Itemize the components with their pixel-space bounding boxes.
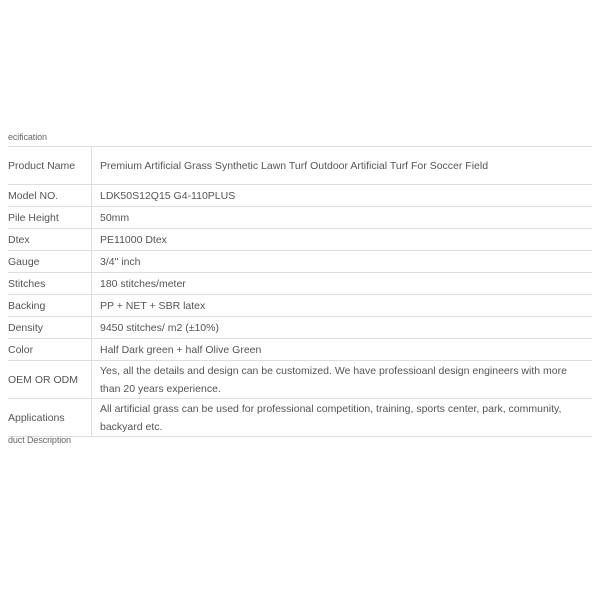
spec-value-product-name: Premium Artificial Grass Synthetic Lawn Turf Outdoor Artificial Turf For Soccer Field bbox=[92, 147, 593, 185]
spec-label-gauge: Gauge bbox=[8, 251, 92, 273]
spec-value-density: 9450 stitches/ m2 (±10%) bbox=[92, 317, 593, 339]
specification-heading: ecification bbox=[8, 132, 47, 142]
table-row bbox=[8, 339, 592, 361]
spec-label-applications: Applications bbox=[8, 399, 92, 437]
spec-value-dtex: PE11000 Dtex bbox=[92, 229, 593, 251]
table-row bbox=[8, 317, 592, 339]
spec-label-model-no: Model NO. bbox=[8, 185, 92, 207]
spec-label-dtex: Dtex bbox=[8, 229, 92, 251]
product-description-heading: duct Description bbox=[8, 435, 71, 445]
spec-label-density: Density bbox=[8, 317, 92, 339]
table-row bbox=[8, 229, 592, 251]
spec-label-stitches: Stitches bbox=[8, 273, 92, 295]
table-row bbox=[8, 147, 592, 185]
spec-label-oem-or-odm: OEM OR ODM bbox=[8, 361, 92, 399]
spec-label-pile-height: Pile Height bbox=[8, 207, 92, 229]
spec-value-color: Half Dark green + half Olive Green bbox=[92, 339, 593, 361]
spec-label-product-name: Product Name bbox=[8, 147, 92, 185]
spec-value-applications: All artificial grass can be used for professional competition, training, sports center, park, community, backyard etc. bbox=[92, 399, 593, 437]
spec-value-stitches: 180 stitches/meter bbox=[92, 273, 593, 295]
table-row bbox=[8, 207, 592, 229]
spec-label-backing: Backing bbox=[8, 295, 92, 317]
table-row bbox=[8, 399, 592, 437]
table-row bbox=[8, 295, 592, 317]
spec-label-color: Color bbox=[8, 339, 92, 361]
spec-value-gauge: 3/4" inch bbox=[92, 251, 593, 273]
specification-table bbox=[8, 146, 592, 437]
table-row bbox=[8, 361, 592, 399]
spec-value-model-no: LDK50S12Q15 G4-110PLUS bbox=[92, 185, 593, 207]
spec-value-backing: PP + NET + SBR latex bbox=[92, 295, 593, 317]
spec-value-pile-height: 50mm bbox=[92, 207, 593, 229]
spec-value-oem-or-odm: Yes, all the details and design can be customized. We have professioanl design engineers with more than 20 years experience. bbox=[92, 361, 593, 399]
table-row bbox=[8, 273, 592, 295]
table-row bbox=[8, 251, 592, 273]
table-row bbox=[8, 185, 592, 207]
